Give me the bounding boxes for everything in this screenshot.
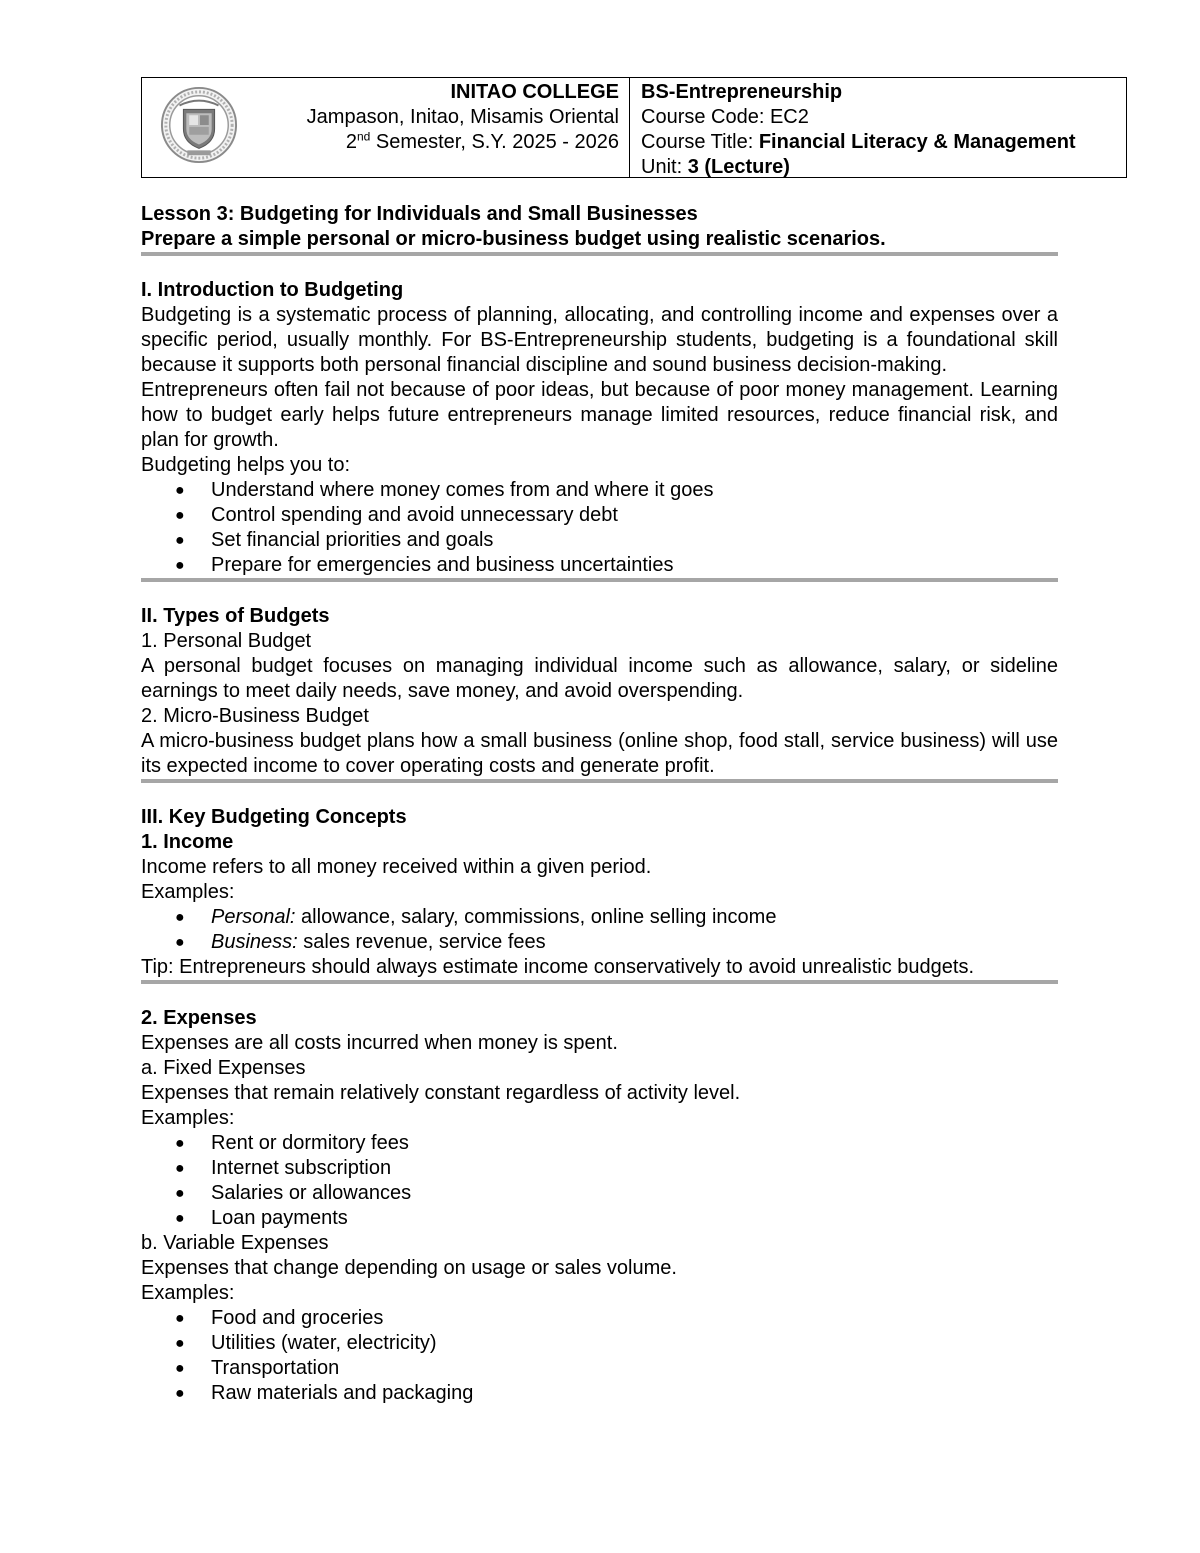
tip-text: Tip: Entrepreneurs should always estimate income conservatively to avoid unrealistic budgets. — [141, 956, 975, 978]
bullet-icon: ● — [175, 1360, 185, 1377]
list-item — [141, 503, 1058, 528]
course-code-value: EC2 — [769, 106, 809, 128]
lesson-objective: Prepare a simple personal or micro-business budget using realistic scenarios. — [141, 228, 886, 250]
list-item-text: Internet subscription — [211, 1157, 392, 1179]
list-item-text: Utilities (water, electricity) — [211, 1332, 437, 1354]
paragraph: Budgeting is a systematic process of planning, allocating, and controlling income and expenses over a specific period, usually monthly. For BS-Entrepreneurship students, budgeting is a foundational skill because it supports both personal financial discipline and sound business decision-making. — [141, 304, 1058, 376]
bullet-list — [141, 478, 1058, 578]
list-item — [141, 1306, 1058, 1331]
subheading: 2. Expenses — [141, 1007, 257, 1029]
section-heading: II. Types of Budgets — [141, 605, 330, 627]
bullet-list — [141, 1306, 1058, 1406]
list-item-label: Business: — [211, 931, 298, 953]
list-item — [141, 1356, 1058, 1381]
header-left-cell — [142, 78, 630, 177]
course-code-label: Course Code: — [641, 106, 770, 128]
list-item — [141, 1181, 1058, 1206]
bullet-icon: ● — [175, 1185, 185, 1202]
paragraph: Entrepreneurs often fail not because of poor ideas, but because of poor money management. Learning how to budget early helps future entrepreneurs manage limited resources, reduce financial risk, and plan for growth. — [141, 379, 1058, 451]
bullet-icon: ● — [175, 1310, 185, 1327]
examples-label: Examples: — [141, 881, 235, 903]
list-item — [141, 1331, 1058, 1356]
list-item — [141, 905, 1058, 930]
unit-line — [641, 155, 1126, 180]
bullet-icon: ● — [175, 1160, 185, 1177]
list-item — [141, 1156, 1058, 1181]
unit-label: Unit: — [641, 156, 688, 178]
list-item-text: Food and groceries — [211, 1307, 384, 1329]
list-item-text: Transportation — [211, 1357, 340, 1379]
paragraph: Expenses that remain relatively constant regardless of activity level. — [141, 1082, 741, 1104]
list-item-text: Rent or dormitory fees — [211, 1132, 409, 1154]
list-item-label: Personal: — [211, 906, 296, 928]
list-item — [141, 1381, 1058, 1406]
section-heading: I. Introduction to Budgeting — [141, 279, 404, 301]
bullet-list — [141, 905, 1058, 955]
list-item — [141, 553, 1058, 578]
paragraph: A micro-business budget plans how a small business (online shop, food stall, service business) will use its expected income to cover operating costs and generate profit. — [141, 730, 1058, 777]
header-table — [141, 77, 1127, 178]
subheading: a. Fixed Expenses — [141, 1057, 306, 1079]
semester-number: 2 — [345, 131, 357, 153]
bullet-icon: ● — [175, 1335, 185, 1352]
semester-suffix: nd — [356, 129, 371, 144]
bullet-icon: ● — [175, 1210, 185, 1227]
list-item — [141, 528, 1058, 553]
course-code-line — [641, 105, 1126, 130]
program-name: BS-Entrepreneurship — [641, 81, 843, 103]
header-right-cell — [630, 78, 1126, 177]
bullet-icon: ● — [175, 934, 185, 951]
paragraph: Expenses that change depending on usage or sales volume. — [141, 1257, 677, 1279]
college-info — [307, 80, 619, 155]
list-item — [141, 930, 1058, 955]
bullet-icon: ● — [175, 557, 185, 574]
college-seal-logo — [160, 86, 238, 164]
course-title-label: Course Title: — [641, 131, 759, 153]
examples-label: Examples: — [141, 1282, 235, 1304]
college-name: INITAO COLLEGE — [450, 81, 619, 103]
lesson-title: Lesson 3: Budgeting for Individuals and Small Businesses — [141, 203, 698, 225]
list-item-text: Loan payments — [211, 1207, 348, 1229]
bullet-icon: ● — [175, 482, 185, 499]
college-address: Jampason, Initao, Misamis Oriental — [306, 106, 619, 128]
list-item-text: Understand where money comes from and where it goes — [211, 479, 714, 501]
list-item-text: allowance, salary, commissions, online selling income — [295, 906, 777, 928]
list-item — [141, 1206, 1058, 1231]
course-title-value: Financial Literacy & Management — [758, 131, 1076, 153]
bullet-icon: ● — [175, 532, 185, 549]
examples-label: Examples: — [141, 1107, 235, 1129]
document-body — [141, 202, 1058, 1406]
list-item-text: Raw materials and packaging — [211, 1382, 474, 1404]
subheading: 2. Micro-Business Budget — [141, 705, 369, 727]
subheading: 1. Personal Budget — [141, 630, 312, 652]
paragraph: Income refers to all money received within a given period. — [141, 856, 652, 878]
list-item-text: Salaries or allowances — [211, 1182, 412, 1204]
subheading: b. Variable Expenses — [141, 1232, 329, 1254]
bullet-icon: ● — [175, 1385, 185, 1402]
bullet-icon: ● — [175, 909, 185, 926]
list-item-text: Control spending and avoid unnecessary debt — [211, 504, 618, 526]
bullet-icon: ● — [175, 1135, 185, 1152]
list-item-text: Prepare for emergencies and business uncertainties — [211, 554, 674, 576]
bullet-icon: ● — [175, 507, 185, 524]
paragraph: A personal budget focuses on managing individual income such as allowance, salary, or sideline earnings to meet daily needs, save money, and avoid overspending. — [141, 655, 1058, 702]
paragraph: Budgeting helps you to: — [141, 454, 351, 476]
bullet-list — [141, 1131, 1058, 1231]
list-item-text: Set financial priorities and goals — [211, 529, 494, 551]
list-item — [141, 1131, 1058, 1156]
subheading: 1. Income — [141, 831, 234, 853]
section-heading: III. Key Budgeting Concepts — [141, 806, 407, 828]
list-item — [141, 478, 1058, 503]
course-title-line — [641, 130, 1126, 155]
unit-value: 3 (Lecture) — [687, 156, 790, 178]
semester-line — [307, 130, 619, 155]
paragraph: Expenses are all costs incurred when money is spent. — [141, 1032, 618, 1054]
list-item-text: sales revenue, service fees — [297, 931, 546, 953]
semester-text: Semester, S.Y. 2025 - 2026 — [370, 131, 619, 153]
